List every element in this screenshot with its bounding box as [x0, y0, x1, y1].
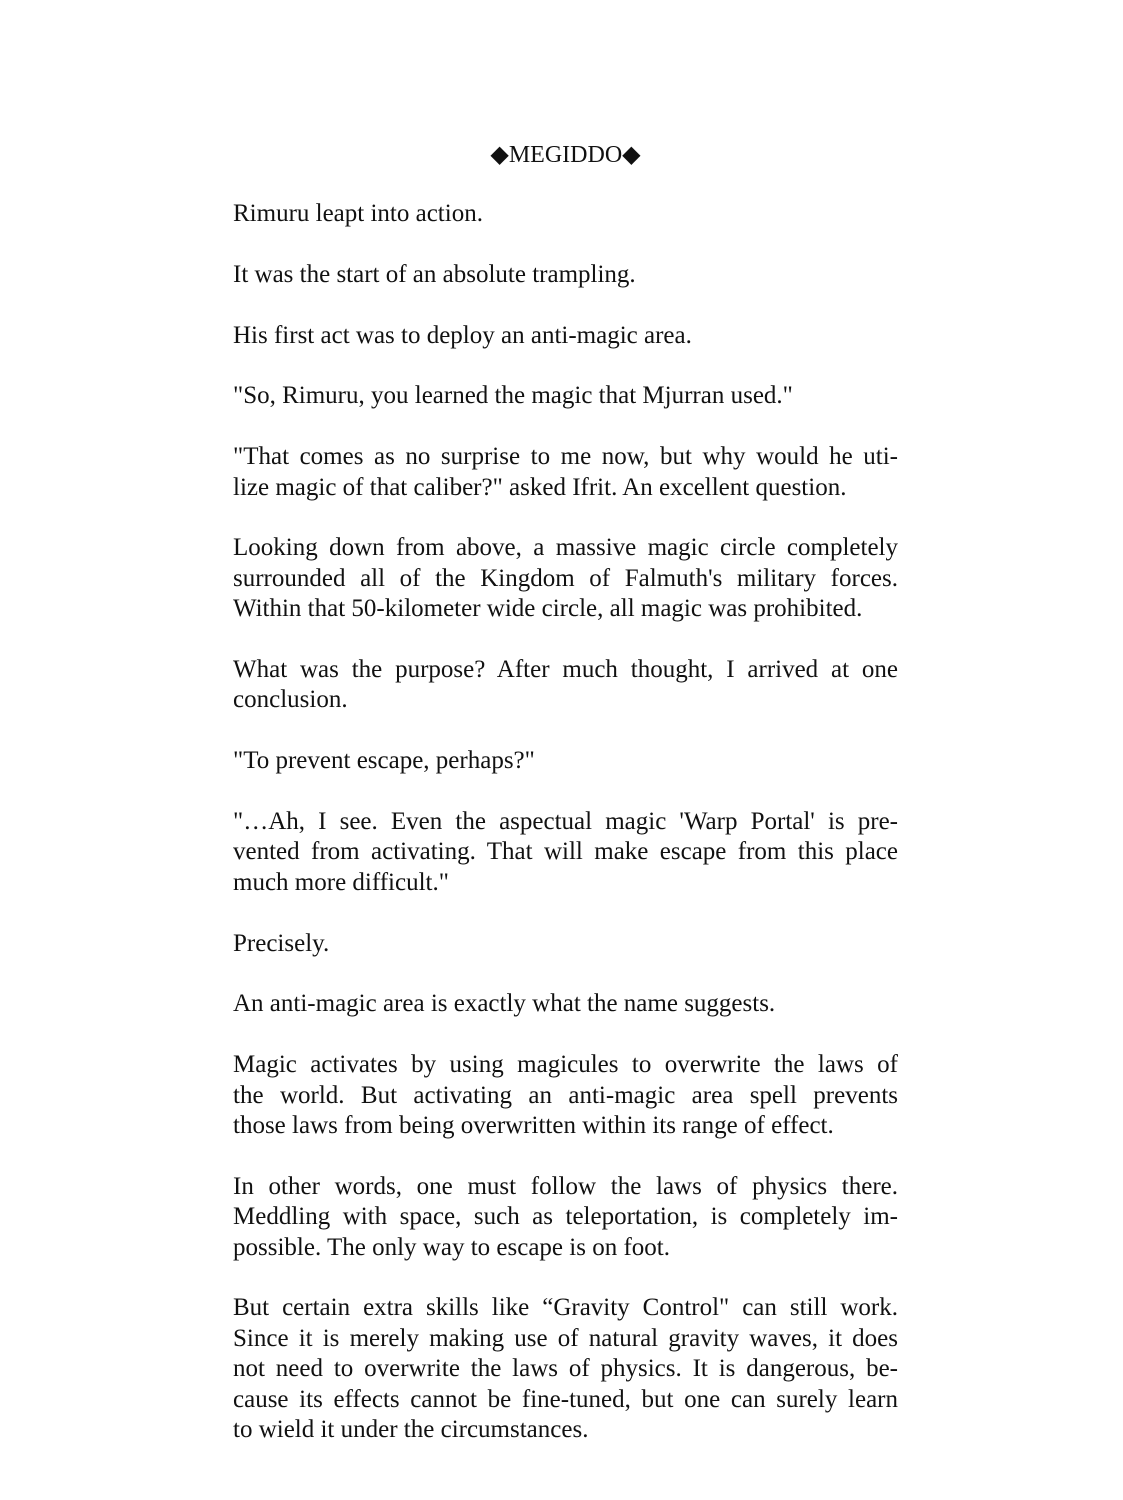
paragraph	[233, 321, 898, 351]
text-line: lize magic of that caliber?" asked Ifrit. An excellent question.	[233, 473, 847, 501]
text-line: An anti-magic area is exactly what the name suggests.	[233, 990, 776, 1018]
paragraph	[233, 746, 898, 776]
paragraph	[233, 381, 898, 411]
text-line: Precisely.	[233, 929, 330, 957]
text-line: "…Ah, I see. Even the aspectual magic 'Warp Portal' is pre-	[233, 808, 898, 835]
text-line: What was the purpose? After much thought, I arrived at one	[233, 656, 898, 683]
text-line: much more difficult."	[233, 868, 449, 896]
text-line: His first act was to deploy an anti-magic area.	[233, 321, 692, 349]
text-line: "So, Rimuru, you learned the magic that Mjurran used."	[233, 382, 793, 410]
text-line: It was the start of an absolute trampling.	[233, 260, 636, 288]
text-line: Since it is merely making use of natural gravity waves, it does	[233, 1324, 898, 1352]
text-line: possible. The only way to escape is on foot.	[233, 1233, 670, 1261]
paragraph	[233, 442, 898, 503]
body-text	[233, 199, 898, 1476]
text-line: "To prevent escape, perhaps?"	[233, 747, 535, 775]
paragraph	[233, 1172, 898, 1263]
text-line: "That comes as no surprise to me now, but why would he uti-	[233, 443, 898, 471]
paragraph	[233, 1050, 898, 1141]
paragraph	[233, 199, 898, 229]
text-line: those laws from being overwritten within its range of effect.	[233, 1112, 834, 1140]
text-line: the world. But activating an anti-magic area spell prevents	[233, 1081, 898, 1109]
paragraph	[233, 1293, 898, 1445]
text-line: to wield it under the circumstances.	[233, 1416, 589, 1444]
text-line: Meddling with space, such as teleportation, is completely im-	[233, 1203, 898, 1231]
paragraph	[233, 533, 898, 624]
text-line: Magic activates by using magicules to overwrite the laws of	[233, 1051, 898, 1079]
text-line: surrounded all of the Kingdom of Falmuth's military forces.	[233, 564, 898, 592]
text-line: In other words, one must follow the laws of physics there.	[233, 1172, 898, 1200]
chapter-heading: ◆MEGIDDO◆	[490, 142, 641, 168]
paragraph	[233, 260, 898, 290]
text-line: cause its effects cannot be fine-tuned, but one can surely learn	[233, 1385, 898, 1413]
text-line: Rimuru leapt into action.	[233, 200, 483, 227]
text-line: Looking down from above, a massive magic circle completely	[233, 534, 898, 562]
paragraph	[233, 655, 898, 716]
paragraph	[233, 929, 898, 959]
text-line: vented from activating. That will make escape from this place	[233, 838, 898, 866]
text-line: conclusion.	[233, 686, 348, 714]
paragraph	[233, 989, 898, 1019]
text-line: Within that 50-kilometer wide circle, all magic was prohibited.	[233, 595, 863, 623]
text-line: not need to overwrite the laws of physics. It is dangerous, be-	[233, 1355, 898, 1383]
text-line: But certain extra skills like “Gravity Control" can still work.	[233, 1294, 898, 1322]
paragraph	[233, 807, 898, 898]
